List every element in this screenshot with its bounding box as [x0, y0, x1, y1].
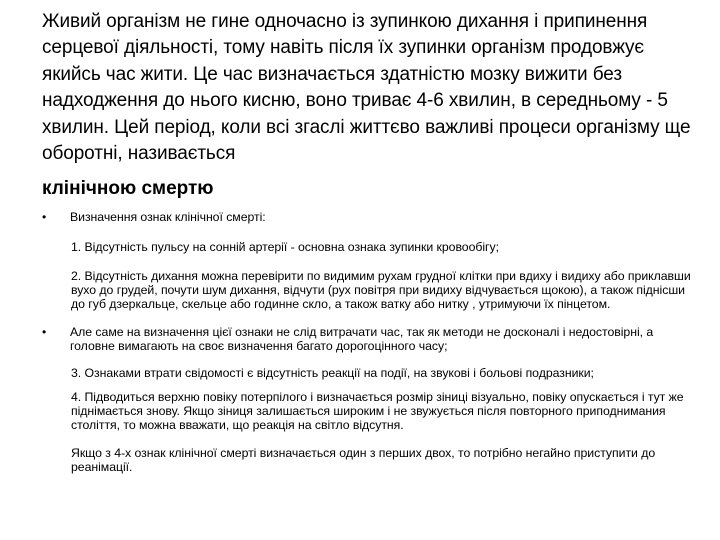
bullet-marker: • — [42, 210, 47, 224]
list-heading: Визначення ознак клінічної смерті: — [70, 210, 266, 224]
conclusion: Якщо з 4-х ознак клінічної смерті визначається один з перших двох, то потрібно негайно приступити до реанімації. — [71, 446, 656, 475]
intro-paragraph: Живий організм не гине одночасно із зупинкою дихання і припинення серцевої діяльності, тому навіть після їх зупинки організм продовжує якийсь час жити. Це час визначається здатністю мозку вижити без надходження до нього кисню, воно триває 4-6 хвилин, в середньому - 5 хвилин. Цей період, коли всі згаслі життєво важливі процеси організму ще оборотні, називається — [42, 11, 691, 165]
term-heading: клінічною смертю — [42, 178, 214, 199]
sign-3: 3. Ознаками втрати свідомості є відсутність реакції на події, на звукові і больові подразники; — [71, 366, 594, 380]
sign-4: 4. Підводиться верхню повіку потерпілого і визначається розмір зіниці візуально, повіку опускається і тут же піднімається знову. Якщо зіниця залишається широким і не звужується після повторного приподнимания століття, то можна вважати, що реакція на світло відсутня. — [71, 390, 684, 433]
bullet-marker: • — [42, 325, 47, 339]
sign-1: 1. Відсутність пульсу на сонній артерії - основна ознака зупинки кровообігу; — [71, 240, 499, 254]
sign-2-warning: Але саме на визначення цієї ознаки не слід витрачати час, так як методи не досконалі і недостовірні, а головне вимагають на своє визначення багато дорогоцінного часу; — [70, 325, 654, 354]
sign-2: 2. Відсутність дихання можна перевірити по видимим рухам грудної клітки при вдиху і видиху або приклавши вухо до грудей, почути шум дихання, відчути (рух повітря при видиху відчувається щокою), а також піднісши до губ дзеркальце, скельце або годинне скло, а також ватку або нитку , утримуючи їх пінцетом. — [71, 269, 691, 312]
